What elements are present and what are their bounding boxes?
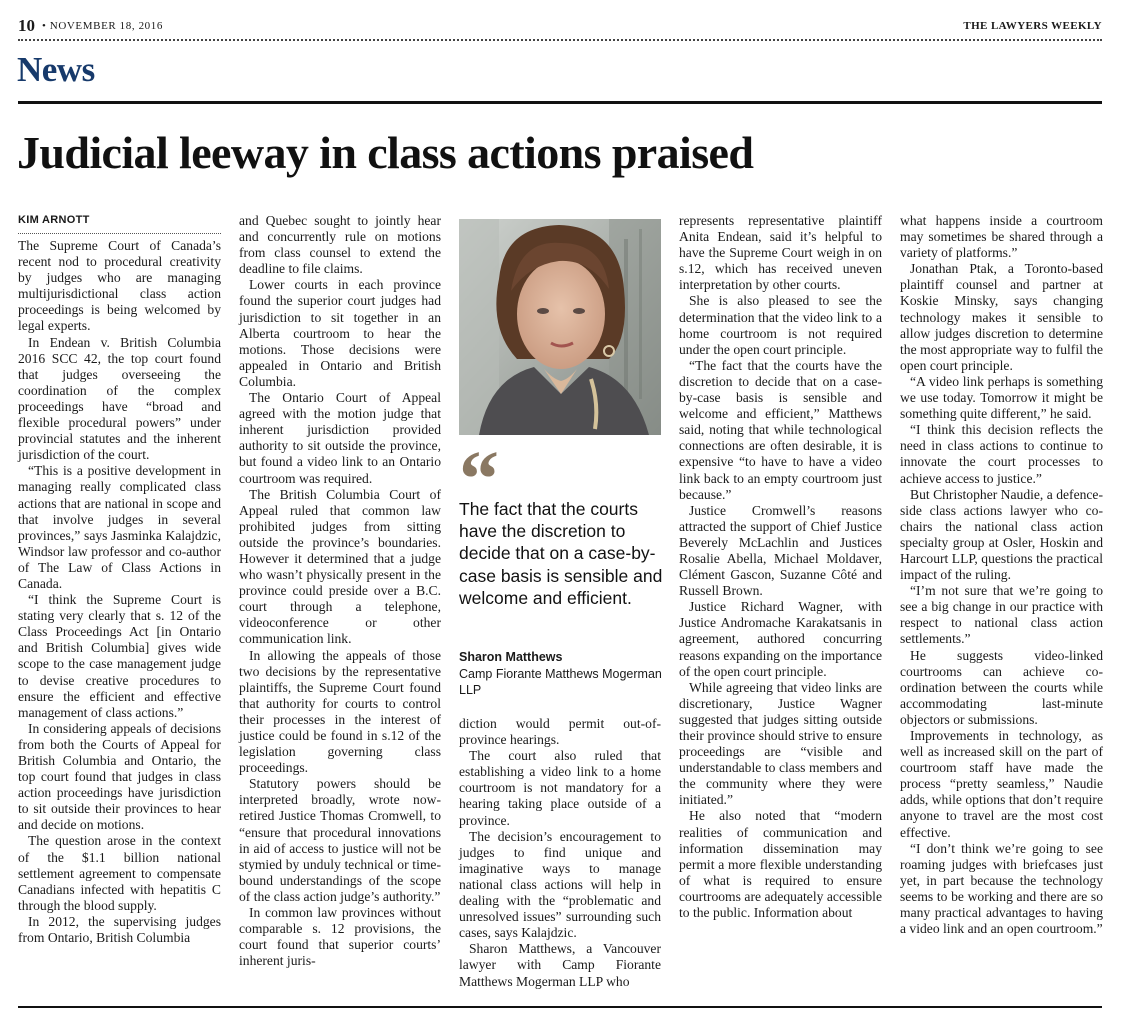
paragraph: Improvements in technology, as well as increased skill on the part of courtroom staff have made the process “pretty seamless,” Naudie adds, while options that don’t require anyone to travel are the most cost effective. [900,728,1103,840]
article-column-5 [900,213,1103,937]
paragraph: The British Columbia Court of Appeal ruled that common law prohibited judges from sitting outside the province’s boundaries. However it determined that a judge who wasn’t physically present in the province could preside over a B.C. court through a telephone, videoconference or other communication link. [239,486,441,647]
paragraph: “A video link perhaps is something we use today. Tomorrow it might be something quite different,” he said. [900,373,1103,422]
paragraph: Justice Cromwell’s reasons attracted the support of Chief Justice Beverely McLachlin and Justices Rosalie Abella, Michael Moldaver, Clément Gascon, Suzanne Côté and Russell Brown. [679,502,882,599]
article-column-2 [239,213,441,969]
section-title: News [17,50,95,89]
paragraph: In considering appeals of decisions from both the Courts of Appeal for British Columbia and Ontario, the top court found that judges in class action proceedings have jurisdiction to sit outside their provinces to hear and decide on motions. [18,720,221,833]
paragraph: Sharon Matthews, a Vancouver lawyer with Camp Fiorante Matthews Mogerman LLP who [459,941,661,989]
paragraph: The question arose in the context of the $1.1 billion national settlement agreement to compensate Canadians infected with hepatitis C through the blood supply. [18,833,221,913]
paragraph: “I think the Supreme Court is stating very clearly that s. 12 of the Class Proceedings Act [in Ontario and British Columbia] gives wide scope to the case management judge to devise creative procedures to ensure the efficient and effective management of class actions.” [18,592,221,720]
article-column-4 [679,213,882,921]
paragraph: “The fact that the courts have the discretion to decide that on a case-by-case basis is sensible and welcome and efficient,” Matthews said, noting that while technological connections are often desirable, it is expensive “to have to have a video link back to an empty courtroom just because.” [679,357,882,502]
paragraph: In allowing the appeals of those two decisions by the representative plaintiffs, the Supreme Court found that authority for courts to control their processes in the interest of justice could be found in s.12 of the legislation governing class proceedings. [239,647,441,776]
article-column-3 [459,716,661,990]
paragraph: diction would permit out-of-province hearings. [459,716,661,748]
paragraph: Jonathan Ptak, a Toronto-based plaintiff counsel and partner at Koskie Minsky, says changing technology makes it sensible to allow judges discretion to determine the most appropriate way to fulfil the open court principle. [900,261,1103,373]
paragraph: and Quebec sought to jointly hear and concurrently rule on motions from class counsel to extend the deadline to file claims. [239,213,441,277]
paragraph: The decision’s encouragement to judges to find unique and imaginative ways to manage national class actions will help in dealing with the “problematic and unresolved issues” surrounding such cases, says Kalajdzic. [459,828,661,941]
paragraph: represents representative plaintiff Anita Endean, said it’s helpful to have the Supreme Court weigh in on s.12, which has received uneven interpretation by other courts. [679,213,882,293]
paragraph: “I’m not sure that we’re going to see a big change in our practice with respect to national class action settlements.” [900,583,1103,647]
pull-quote-attribution-org: Camp Fiorante Matthews Mogerman LLP [459,667,662,697]
issue-date: • NOVEMBER 18, 2016 [42,20,163,32]
article-headline: Judicial leeway in class actions praised [17,127,754,178]
pull-quote: The fact that the courts have the discretion to decide that on a case-by-case basis is sensible and welcome and efficient. [459,499,663,608]
paragraph: The Supreme Court of Canada’s recent nod to procedural creativity by judges who are managing multijurisdictional class action proceedings is being welcomed by legal experts. [18,238,221,334]
paragraph: But Christopher Naudie, a defence-side class actions lawyer who co-chairs the national class action specialty group at Osler, Hoskin and Harcourt LLP, questions the practical impact of the ruling. [900,486,1103,583]
page-header [18,16,1102,38]
paragraph: He suggests video-linked courtrooms can achieve co-ordination between the courts while accommodating last-minute objectors or submissions. [900,647,1103,727]
byline: KIM ARNOTT [18,213,221,234]
header-divider [18,39,1102,41]
paragraph: While agreeing that video links are discretionary, Justice Wagner suggested that judges sitting outside their province should strive to ensure proceedings are “visible and understandable to class members and the community where they were initiated.” [679,679,882,808]
paragraph: “I think this decision reflects the need in class actions to continue to innovate the court processes to achieve access to justice.” [900,422,1103,486]
paragraph: Statutory powers should be interpreted broadly, wrote now-retired Justice Thomas Cromwell, to “ensure that procedural innovations in aid of access to justice will not be stymied by unduly technical or time-bound understandings of the scope of the class action judge’s authority.” [239,776,441,904]
paragraph: The court also ruled that establishing a video link to a home courtroom is not mandatory for a hearing taking place outside of a province. [459,748,661,828]
paragraph: The Ontario Court of Appeal agreed with the motion judge that inherent jurisdiction provided authority to sit outside the province, but found a video link to an Ontario courtroom was required. [239,390,441,486]
paragraph: In Endean v. British Columbia 2016 SCC 42, the top court found that judges overseeing the coordination of the complex proceedings have “broad and flexible procedural powers” under provincial statutes and the inherent jurisdiction of the court. [18,334,221,463]
article-column-1 [18,213,221,946]
paragraph: “I don’t think we’re going to see roaming judges with briefcases just yet, in part because the technology seems to be working and there are so many practical advantages to having a video link and an open courtroom.” [900,840,1103,937]
paragraph: He also noted that “modern realities of communication and information dissemination may permit a more flexible understanding of what is required to ensure courtrooms are adequately accessible to the public. Information about [679,808,882,921]
quote-mark-icon: “ [459,436,499,524]
paragraph: In common law provinces without comparable s. 12 provisions, the court found that superior courts’ inherent juris- [239,905,441,969]
page-number: 10 [18,16,35,35]
section-rule [18,101,1102,104]
paragraph: In 2012, the supervising judges from Ontario, British Columbia [18,913,221,946]
paragraph: She is also pleased to see the determination that the video link to a home courtroom is not required under the open court principle. [679,293,882,357]
portrait-photo [459,219,661,435]
paragraph: Lower courts in each province found the superior court judges had jurisdiction to sit together in an Alberta courtroom to hear the motions. Those decisions were appealed in Ontario and British Columbia. [239,277,441,389]
publication-name: THE LAWYERS WEEKLY [963,20,1102,32]
portrait-image [459,219,661,435]
pull-quote-attribution-name: Sharon Matthews [459,650,563,664]
paragraph: “This is a positive development in managing really complicated class actions that are national in scope and that involve judges in several provinces,” says Jasminka Kalajdzic, Windsor law professor and co-author of The Law of Class Actions in Canada. [18,463,221,591]
paragraph: what happens inside a courtroom may sometimes be shared through a variety of platforms.” [900,213,1103,261]
bottom-rule [18,1006,1102,1008]
paragraph: Justice Richard Wagner, with Justice Andromache Karakatsanis in agreement, authored concurring reasons expanding on the importance of the open court principle. [679,599,882,679]
